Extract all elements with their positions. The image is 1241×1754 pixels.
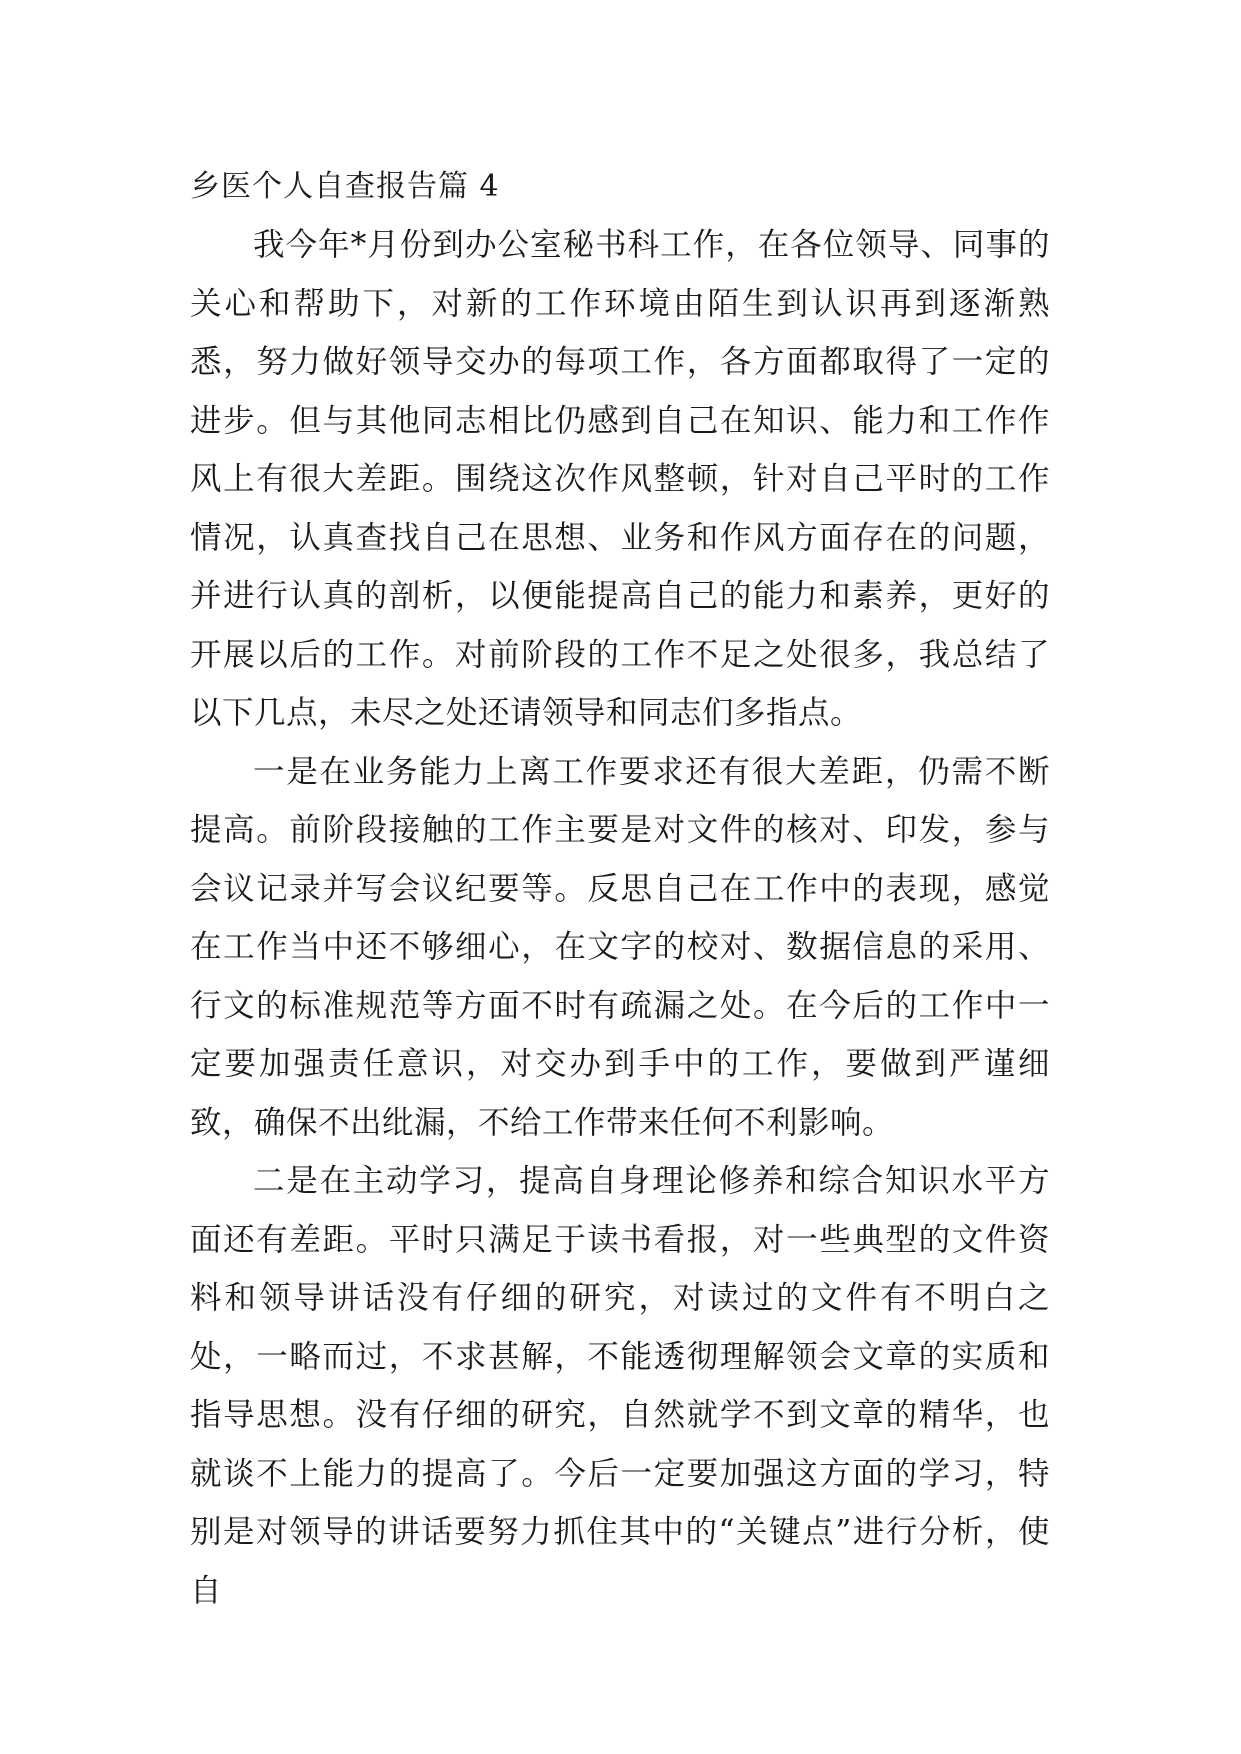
document-title: 乡医个人自查报告篇 4 xyxy=(190,169,500,204)
document-body xyxy=(190,158,1050,1620)
paragraph-point-two: 二是在主动学习，提高自身理论修养和综合知识水平方面还有差距。平时只满足于读书看报，对一些典型的文件资料和领导讲话没有仔细的研究，对读过的文件有不明白之处，一略而过，不求甚解，不能透彻理解领会文章的实质和指导思想。没有仔细的研究，自然就学不到文章的精华，也就谈不上能力的提高了。今后一定要加强这方面的学习，特别是对领导的讲话要努力抓住其中的“关键点”进行分析，使自 xyxy=(190,1163,1050,1609)
paragraph-intro: 我今年*月份到办公室秘书科工作，在各位领导、同事的关心和帮助下，对新的工作环境由陌生到认识再到逐渐熟悉，努力做好领导交办的每项工作，各方面都取得了一定的进步。但与其他同志相比仍感到自己在知识、能力和工作作风上有很大差距。围绕这次作风整顿，针对自己平时的工作情况，认真查找自己在思想、业务和作风方面存在的问题，并进行认真的剖析，以便能提高自己的能力和素养，更好的开展以后的工作。对前阶段的工作不足之处很多，我总结了以下几点，未尽之处还请领导和同志们多指点。 xyxy=(190,227,1050,731)
paragraph-point-one: 一是在业务能力上离工作要求还有很大差距，仍需不断提高。前阶段接触的工作主要是对文件的核对、印发，参与会议记录并写会议纪要等。反思自己在工作中的表现，感觉在工作当中还不够细心，在文字的校对、数据信息的采用、行文的标准规范等方面不时有疏漏之处。在今后的工作中一定要加强责任意识，对交办到手中的工作，要做到严谨细致，确保不出纰漏，不给工作带来任何不利影响。 xyxy=(190,753,1050,1141)
